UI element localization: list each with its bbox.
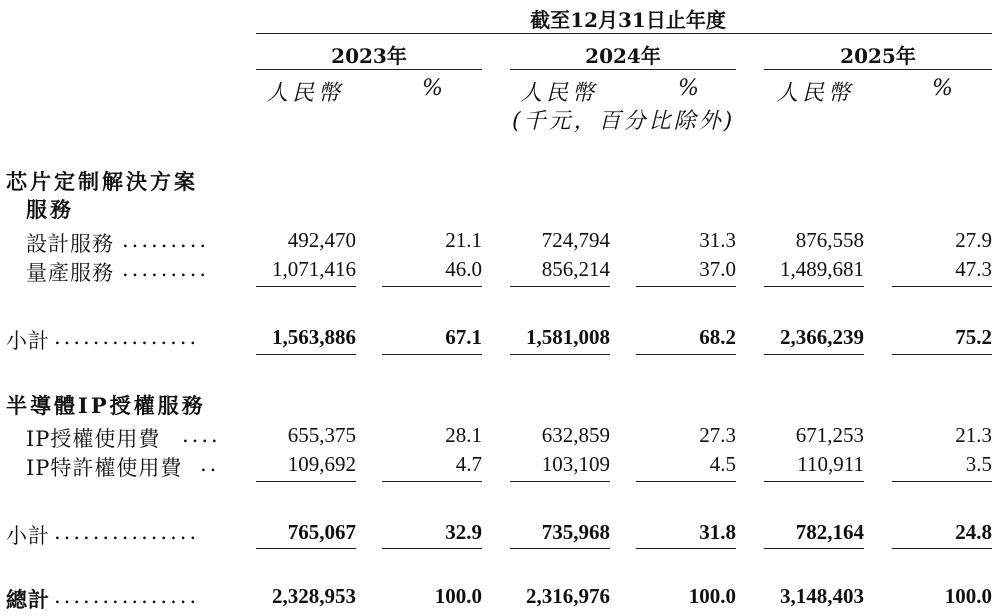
percent-label-2023: % [422, 76, 443, 101]
section-rule [510, 481, 610, 482]
subtotal-rule [892, 548, 992, 549]
row-leader-dots: ......... [122, 257, 210, 281]
subtotal-value: 1,563,886 [272, 325, 356, 349]
cell-percent: 4.7 [455, 452, 482, 476]
section-rule [256, 481, 356, 482]
subtotal-percent: 67.1 [445, 325, 482, 349]
row-label-ip-license-fees: IP授權使用費 [26, 427, 161, 451]
row-leader-dots: .... [182, 423, 221, 447]
row-label-ip-royalties: IP特許權使用費 [26, 456, 183, 480]
cell-value: 1,489,681 [780, 257, 864, 281]
year-rule-2025 [764, 69, 992, 70]
cell-value: 655,375 [287, 423, 356, 447]
cell-value: 856,214 [541, 257, 610, 281]
section-rule [382, 481, 482, 482]
subtotal-value: 735,968 [541, 520, 610, 544]
section-title-chip-custom-line2: 服務 [26, 197, 74, 222]
subtotal-rule [764, 354, 864, 355]
cell-percent: 47.3 [955, 257, 992, 281]
subtotal-value: 2,366,239 [780, 325, 864, 349]
section-rule [764, 286, 864, 287]
cell-value: 671,253 [795, 423, 864, 447]
cell-percent: 46.0 [445, 257, 482, 281]
cell-value: 103,109 [541, 452, 610, 476]
total-value: 3,148,403 [780, 584, 864, 608]
total-leader-dots: ............... [54, 584, 200, 608]
section-title-ip-licensing: 半導體IP授權服務 [6, 393, 206, 418]
section-rule [256, 286, 356, 287]
cell-value: 632,859 [541, 423, 610, 447]
year-2024: 2024年 [585, 44, 661, 68]
row-leader-dots: ......... [122, 228, 210, 252]
period-rule [256, 33, 992, 34]
cell-percent: 4.5 [709, 452, 736, 476]
unit-label-2023: 人民幣 [266, 81, 345, 106]
row-label-mass-production: 量產服務 [26, 261, 114, 285]
total-value: 2,316,976 [526, 584, 610, 608]
cell-percent: 27.9 [955, 228, 992, 252]
cell-percent: 31.3 [699, 228, 736, 252]
section-rule [636, 286, 736, 287]
subtotal-leader-dots: ............... [54, 520, 200, 544]
subtotal-rule [636, 354, 736, 355]
subtotal-rule [892, 354, 992, 355]
subtotal-label: 小計 [6, 524, 50, 548]
section-rule [510, 286, 610, 287]
cell-percent: 3.5 [965, 452, 992, 476]
section-rule [636, 481, 736, 482]
subtotal-leader-dots: ............... [54, 325, 200, 349]
total-percent: 100.0 [688, 584, 736, 608]
percent-label-2025: % [932, 76, 953, 101]
subtotal-percent: 68.2 [699, 325, 736, 349]
cell-percent: 21.1 [445, 228, 482, 252]
section-rule [764, 481, 864, 482]
total-label: 總計 [6, 587, 50, 612]
cell-percent: 28.1 [445, 423, 482, 447]
section-rule [382, 286, 482, 287]
year-2023: 2023年 [331, 44, 407, 68]
subtotal-percent: 24.8 [955, 520, 992, 544]
unit-label-2025: 人民幣 [776, 81, 855, 106]
section-rule [892, 286, 992, 287]
total-percent: 100.0 [434, 584, 482, 608]
subtotal-value: 782,164 [795, 520, 864, 544]
subtotal-rule [382, 354, 482, 355]
cell-value: 492,470 [287, 228, 356, 252]
subtotal-rule [764, 548, 864, 549]
subtotal-label: 小計 [6, 329, 50, 353]
subtotal-rule [256, 548, 356, 549]
subtotal-rule [382, 548, 482, 549]
subtotal-rule [510, 354, 610, 355]
cell-value: 1,071,416 [272, 257, 356, 281]
total-value: 2,328,953 [272, 584, 356, 608]
subtotal-value: 1,581,008 [526, 325, 610, 349]
cell-percent: 21.3 [955, 423, 992, 447]
subtotal-percent: 75.2 [955, 325, 992, 349]
cell-percent: 37.0 [699, 257, 736, 281]
subtotal-percent: 31.8 [699, 520, 736, 544]
row-label-design-services: 設計服務 [26, 232, 114, 256]
total-percent: 100.0 [944, 584, 992, 608]
subtotal-rule [256, 354, 356, 355]
year-rule-2024 [510, 69, 736, 70]
section-title-chip-custom: 芯片定制解決方案 [6, 169, 198, 194]
cell-value: 109,692 [287, 452, 356, 476]
unit-label-2024: 人民幣 [520, 81, 599, 106]
period-header: 截至12月31日止年度 [530, 8, 726, 32]
year-rule-2023 [256, 69, 482, 70]
subtotal-rule [510, 548, 610, 549]
cell-value: 876,558 [795, 228, 864, 252]
percent-label-2024: % [678, 76, 699, 101]
cell-percent: 27.3 [699, 423, 736, 447]
cell-value: 110,911 [797, 452, 864, 476]
subtotal-percent: 32.9 [445, 520, 482, 544]
unit-note: (千元，百分比除外) [512, 109, 736, 134]
subtotal-rule [636, 548, 736, 549]
year-2025: 2025年 [840, 44, 916, 68]
section-rule [892, 481, 992, 482]
subtotal-value: 765,067 [287, 520, 356, 544]
cell-value: 724,794 [541, 228, 610, 252]
row-leader-dots: .. [200, 452, 220, 476]
